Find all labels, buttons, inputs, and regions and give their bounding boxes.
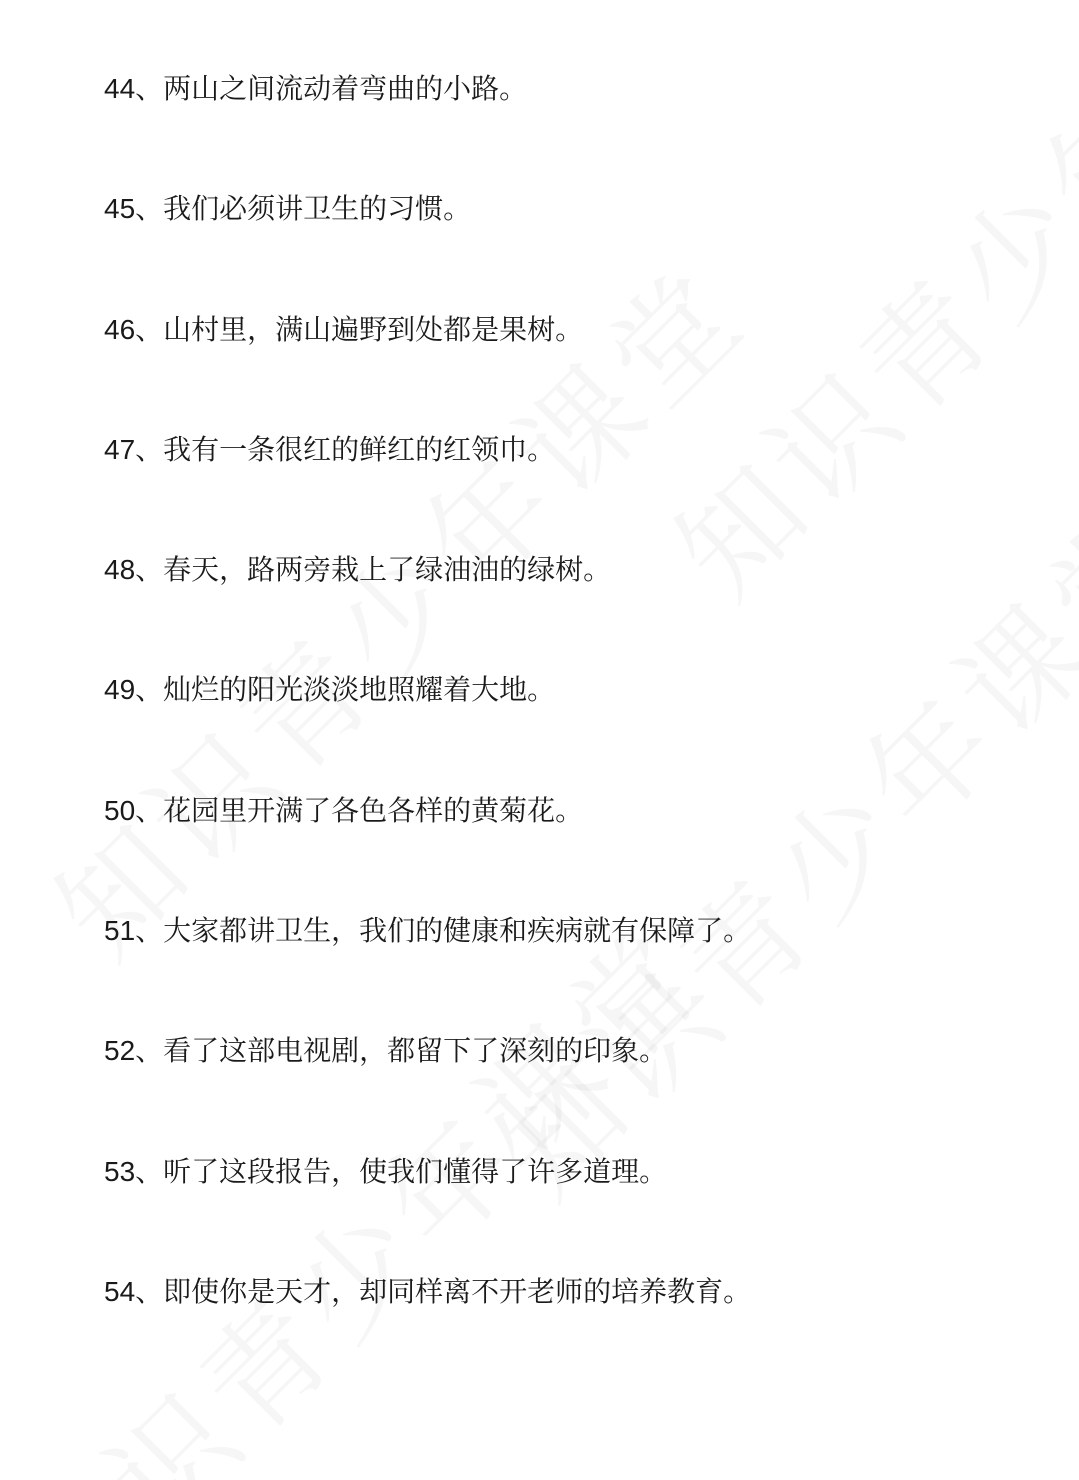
list-item [104, 1025, 1044, 1145]
item-number: 52、 [104, 1035, 164, 1067]
list-item [104, 905, 1044, 1025]
item-number: 47、 [104, 433, 164, 465]
list-item [104, 785, 1044, 905]
item-text: 看了这部电视剧，都留下了深刻的印象。 [163, 1034, 668, 1068]
item-text: 听了这段报告，使我们懂得了许多道理。 [163, 1154, 668, 1188]
list-item [104, 183, 1044, 303]
item-text: 花园里开满了各色各样的黄菊花。 [163, 793, 584, 827]
item-text: 我有一条很红的鲜红的红领巾。 [163, 432, 556, 466]
item-number: 51、 [104, 915, 164, 947]
list-item [104, 63, 1044, 183]
item-text: 山村里，满山遍野到处都是果树。 [163, 312, 584, 346]
item-text: 我们必须讲卫生的习惯。 [163, 192, 472, 226]
list-item [104, 664, 1044, 784]
item-text: 两山之间流动着弯曲的小路。 [163, 72, 528, 105]
item-number: 49、 [104, 674, 164, 706]
item-number: 44、 [104, 73, 164, 104]
item-text: 灿烂的阳光淡淡地照耀着大地。 [163, 673, 556, 707]
list-item [104, 1266, 1044, 1386]
item-number: 45、 [104, 193, 164, 225]
list-item [104, 424, 1044, 544]
list-item [104, 304, 1044, 424]
item-number: 53、 [104, 1155, 164, 1187]
sentence-list [104, 63, 1044, 1386]
item-text: 春天，路两旁栽上了绿油油的绿树。 [163, 553, 612, 587]
item-text: 大家都讲卫生，我们的健康和疾病就有保障了。 [163, 914, 752, 948]
list-item [104, 544, 1044, 664]
item-text: 即使你是天才，却同样离不开老师的培养教育。 [163, 1274, 752, 1308]
item-number: 46、 [104, 313, 164, 345]
item-number: 54、 [104, 1275, 164, 1307]
list-item [104, 1146, 1044, 1266]
item-number: 50、 [104, 794, 164, 826]
item-number: 48、 [104, 554, 164, 586]
